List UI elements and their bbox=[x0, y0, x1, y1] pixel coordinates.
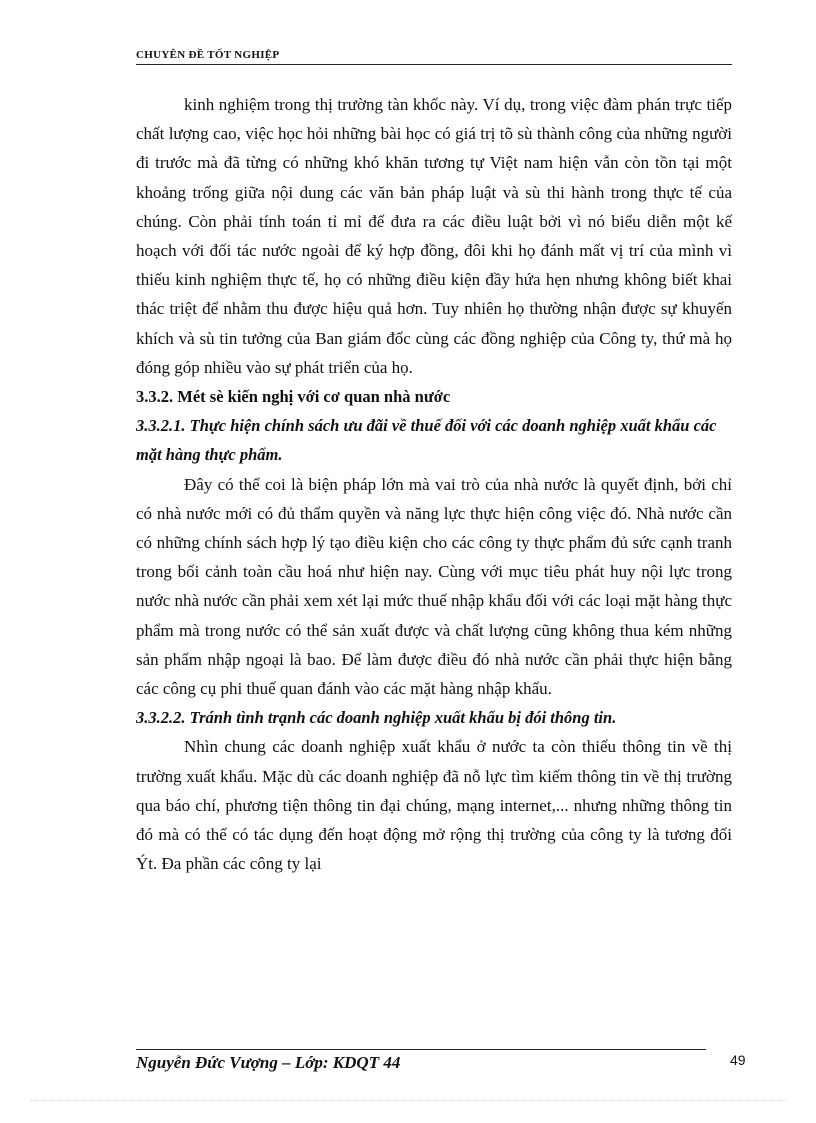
page-body bbox=[136, 90, 732, 878]
paragraph-1: kinh nghiệm trong thị trường tàn khốc này. Ví dụ, trong việc đàm phán trực tiếp chất lượng cao, việc học hỏi những bài học có giá trị tõ sù thành công của những người đi trước mà đã từng có những khó khăn tương tự Việt nam hiện vẫn còn tồn tại một khoảng trống giữa nội dung các văn bản pháp luật và sù thi hành trong thực tế của chúng. Còn phải tính toán tỉ mỉ để đưa ra các điều luật bởi vì nó biểu diễn một kế hoạch với đối tác nước ngoài để ký hợp đồng, đôi khi họ đánh mất vị trí của mình vì thiếu kinh nghiệm thực tế, họ có những điều kiện đầy hứa hẹn nhưng không biết khai thác triệt để nhằm thu được hiệu quả hơn. Tuy nhiên họ thường nhận được sự khuyến khích và sù tin tưởng của Ban giám đốc cùng các đồng nghiệp của Công ty, thứ mà họ đóng góp nhiều vào sự phát triển của họ. bbox=[136, 95, 732, 377]
running-header: CHUYÊN ĐỀ TỐT NGHIỆP bbox=[136, 49, 732, 65]
paragraph-3: Nhìn chung các doanh nghiệp xuất khẩu ở nước ta còn thiếu thông tin về thị trường xuất khẩu. Mặc dù các doanh nghiệp đã nỗ lực tìm kiếm thông tin về thị trường qua báo chí, phương tiện thông tin đại chúng, mạng internet,... nhưng những thông tin đó mà có thể có tác dụng đến hoạt động mở rộng thị trường của công ty là tương đối Ýt. Đa phần các công ty lại bbox=[136, 737, 732, 874]
subsection-heading-3-3-2-1: 3.3.2.1. Thực hiện chính sách ưu đãi về thuế đối với các doanh nghiệp xuất khẩu các mặt hàng thực phẩm. bbox=[136, 416, 717, 465]
page-number: 49 bbox=[730, 1052, 746, 1068]
footer-divider bbox=[136, 1049, 706, 1050]
footer-author: Nguyễn Đức Vượng – Lớp: KDQT 44 bbox=[136, 1053, 401, 1072]
page-bottom-border bbox=[30, 1100, 786, 1101]
section-heading-3-3-2: 3.3.2. Mét sè kiến nghị với cơ quan nhà nước bbox=[136, 387, 451, 407]
paragraph-2: Đây có thể coi là biện pháp lớn mà vai trò của nhà nước là quyết định, bởi chỉ có nhà nước mới có đủ thẩm quyền và năng lực thực hiện công việc đó. Nhà nước cần có những chính sách hợp lý tạo điều kiện cho các công ty thực phẩm đủ sức cạnh tranh trong bối cảnh toàn cầu hoá như hiện nay. Cùng với mục tiêu phát huy nội lực trong nước nhà nước cần phải xem xét lại mức thuế nhập khẩu đối với các loại mặt hàng thực phẩm mà trong nước có thể sản xuất được và chất lượng cũng không thua kém những sản phẩm nhập ngoại là bao. Để làm được điều đó nhà nước cần phải thực hiện bằng các công cụ phi thuế quan đánh vào các mặt hàng nhập khẩu. bbox=[136, 474, 732, 699]
subsection-heading-3-3-2-2: 3.3.2.2. Tránh tình trạnh các doanh nghiệp xuất khẩu bị đói thông tin. bbox=[136, 708, 617, 728]
